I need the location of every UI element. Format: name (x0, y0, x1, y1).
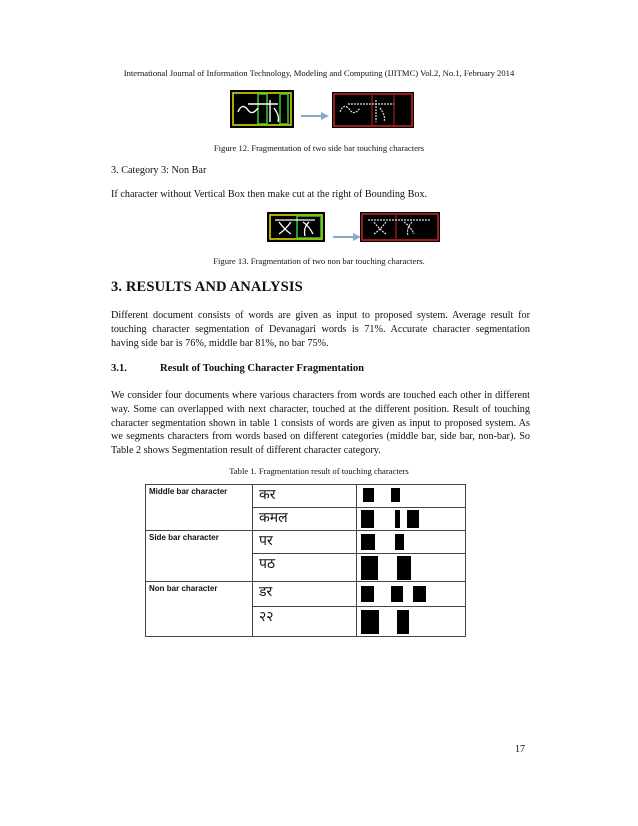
segment-cell (357, 531, 466, 554)
figure-13-caption-text: . Fragmentation of two non bar touching characters. (246, 256, 425, 266)
journal-header: International Journal of Information Technology, Modeling and Computing (IJITMC) Vol.2, No.1, February 2014 (123, 68, 515, 78)
section-heading: 3. RESULTS AND ANALYSIS (111, 279, 303, 295)
category-cell (146, 531, 253, 582)
handwritten-word-image: २२ (259, 609, 274, 625)
subsection-heading: Result of Touching Character Fragmentation (160, 363, 365, 374)
category-label: Non bar character (149, 584, 218, 593)
category-3-text: If character without Vertical Box then make cut at the right of Bounding Box. (111, 189, 428, 200)
segment-cell (357, 485, 466, 508)
category-label: Middle bar character (149, 487, 228, 496)
results-table (145, 484, 466, 637)
handwritten-word-image: कर (259, 487, 276, 503)
handwritten-word-image: पठ (259, 556, 276, 572)
word-image-cell (253, 582, 357, 607)
word-image-cell (253, 508, 357, 531)
category-label: Side bar character (149, 533, 219, 542)
section-3-paragraph: Different document consists of words are given as input to proposed system. Average result for touching character segmentation of Devanagari words is 71%. Accurate character segmentation having side bar is 76%, middle bar 81%, no bar 75%. (111, 310, 530, 349)
table-row (146, 531, 466, 554)
figure-13-label: Figure 13 (213, 256, 247, 266)
category-cell (146, 485, 253, 531)
segment-image (391, 488, 400, 502)
segment-image (361, 510, 374, 528)
figure-12-input-image (230, 90, 294, 128)
section-3-1-paragraph: We consider four documents where various characters from words are touched each other in different way. Some can overlapped with next character, touched at the different position. Result of touching character segmentation shown in table 1 consists of words are given as input to proposed system. As we segments characters from words based on different categories (middle bar, side bar, non-bar). So Table 2 shows Segmentation result of different character category. (111, 390, 530, 457)
segment-image (395, 510, 400, 528)
handwritten-word-image: डर (259, 584, 273, 600)
segment-image (395, 534, 404, 550)
word-image-cell (253, 485, 357, 508)
handwritten-word-image: कमल (259, 510, 288, 526)
arrow-icon (333, 229, 361, 239)
segment-image (363, 488, 374, 502)
segment-image (361, 610, 379, 634)
category-cell (146, 582, 253, 637)
table-row (146, 582, 466, 607)
figure-13-input-image (267, 212, 325, 242)
subsection-number: 3.1. (111, 363, 127, 374)
table-1-caption: Table 1. Fragmentation result of touching characters (229, 466, 409, 476)
word-image-cell (253, 607, 357, 637)
figure-12-caption: Figure 12. Fragmentation of two side bar touching characters (213, 143, 425, 153)
figure-13-output-image (360, 212, 440, 242)
category-3-title: 3. Category 3: Non Bar (111, 165, 207, 176)
segment-cell (357, 554, 466, 582)
segment-cell (357, 607, 466, 637)
segment-image (397, 610, 409, 634)
page-number: 17 (515, 744, 525, 755)
word-image-cell (253, 531, 357, 554)
figure-12-output-image (332, 92, 414, 128)
segment-cell (357, 582, 466, 607)
segment-image (361, 556, 378, 580)
handwritten-word-image: पर (259, 533, 273, 549)
figure-13-caption (0, 256, 638, 266)
segment-image (361, 586, 374, 602)
segment-image (391, 586, 403, 602)
segment-cell (357, 508, 466, 531)
segment-image (397, 556, 411, 580)
segment-image (361, 534, 375, 550)
segment-image (407, 510, 419, 528)
arrow-icon (301, 108, 329, 118)
segment-image (413, 586, 426, 602)
table-row (146, 485, 466, 508)
word-image-cell (253, 554, 357, 582)
